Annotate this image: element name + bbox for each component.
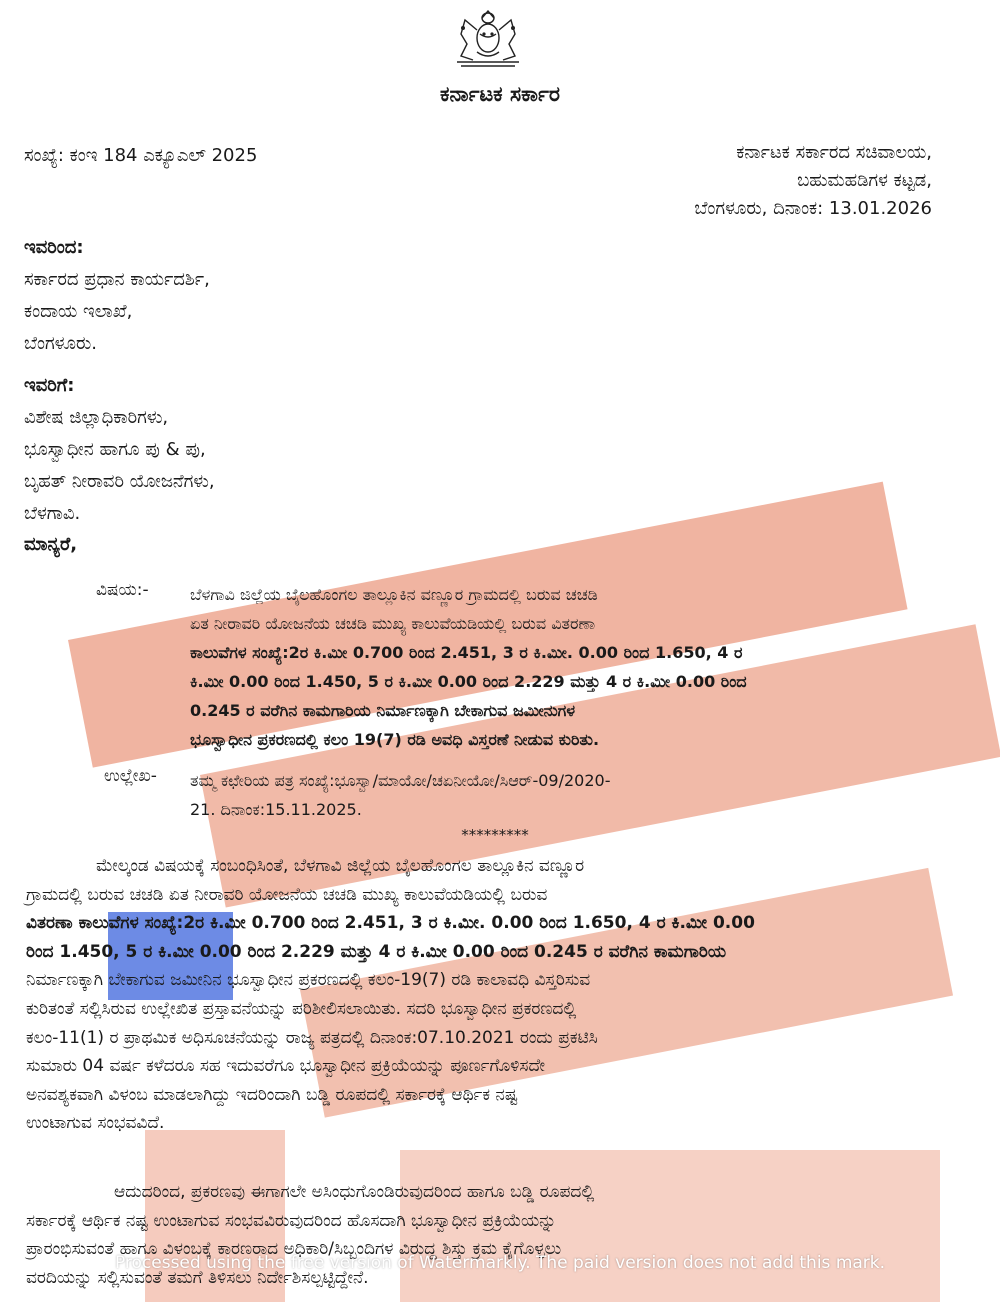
karnataka-state-emblem-icon bbox=[443, 10, 533, 68]
letter-number: ಸಂಖ್ಯೆ: ಕಂಇ 184 ಎಕ್ಯೂಎಲ್ 2025 bbox=[24, 145, 258, 166]
subject-line: ಕಿ.ಮೀ 0.00 ರಿಂದ 1.450, 5 ರ ಕಿ.ಮೀ 0.00 ರಿಂದ 2.229 ಮತ್ತು 4 ರ ಕಿ.ಮೀ 0.00 ರಿಂದ bbox=[190, 672, 747, 691]
subject-line: 0.245 ರ ವರೆಗಿನ ಕಾಮಗಾರಿಯ ನಿರ್ಮಾಣಕ್ಕಾಗಿ ಬೇಕಾಗುವ ಜಮೀನುಗಳ bbox=[190, 701, 576, 720]
from-line: ಸರ್ಕಾರದ ಪ್ರಧಾನ ಕಾರ್ಯದರ್ಶಿ, bbox=[24, 269, 210, 290]
reference-line: 21. ದಿನಾಂಕ:15.11.2025. bbox=[190, 800, 362, 819]
paragraph-line: ಆದುದರಿಂದ, ಪ್ರಕರಣವು ಈಗಾಗಲೇ ಅಸಿಂಧುಗೊಂಡಿರುವುದರಿಂದ ಹಾಗೂ ಬಡ್ಡಿ ರೂಪದಲ್ಲಿ bbox=[114, 1182, 595, 1202]
to-line: ಬೃಹತ್ ನೀರಾವರಿ ಯೋಜನೆಗಳು, bbox=[24, 471, 215, 492]
reference-line: ತಮ್ಮ ಕಛೇರಿಯ ಪತ್ರ ಸಂಖ್ಯೆ:ಭೂಸ್ವಾ/ಮಾಯೋ/ಚಏನೀಯೋ/ಸಿಆರ್-09/2020- bbox=[190, 771, 611, 790]
paragraph-line: ಉಂಟಾಗುವ ಸಂಭವವಿದೆ. bbox=[26, 1113, 165, 1134]
to-block bbox=[24, 372, 215, 528]
paragraph-line: ಸುಮಾರು 04 ವರ್ಷ ಕಳೆದರೂ ಸಹ ಇದುವರೆಗೂ ಭೂಸ್ವಾಧೀನ ಪ್ರಕ್ರಿಯೆಯನ್ನು ಪೂರ್ಣಗೊಳಿಸದೇ bbox=[26, 1056, 546, 1077]
reference-text bbox=[190, 766, 880, 824]
salutation: ಮಾನ್ಯರೆ, bbox=[24, 534, 78, 555]
paragraph-line: ನಿರ್ಮಾಣಕ್ಕಾಗಿ ಬೇಕಾಗುವ ಜಮೀನಿನ ಭೂಸ್ವಾಧೀನ ಪ್ರಕರಣದಲ್ಲಿ ಕಲಂ-19(7) ರಡಿ ಕಾಲಾವಧಿ ವಿಸ್ತರಿಸುವ bbox=[26, 970, 591, 991]
subject-label: ವಿಷಯ:- bbox=[96, 580, 149, 600]
from-block bbox=[24, 234, 210, 358]
subject-line: ಏತ ನೀರಾವರಿ ಯೋಜನೆಯ ಚಚಡಿ ಮುಖ್ಯ ಕಾಲುವೆಯಡಿಯಲ್ಲಿ ಬರುವ ವಿತರಣಾ bbox=[190, 614, 596, 633]
paragraph-line: ಕಲಂ-11(1) ರ ಪ್ರಾಥಮಿಕ ಅಧಿಸೂಚನೆಯನ್ನು ರಾಜ್ಯ ಪತ್ರದಲ್ಲಿ ದಿನಾಂಕ:07.10.2021 ರಂದು ಪ್ರಕಟಿಸಿ bbox=[26, 1027, 598, 1048]
subject-line: ಭೂಸ್ವಾಧೀನ ಪ್ರಕರಣದಲ್ಲಿ ಕಲಂ 19(7) ರಡಿ ಅವಧಿ ವಿಸ್ತರಣೆ ನೀಡುವ ಕುರಿತು. bbox=[190, 730, 600, 749]
paragraph-line: ಗ್ರಾಮದಲ್ಲಿ ಬರುವ ಚಚಡಿ ಏತ ನೀರಾವರಿ ಯೋಜನೆಯ ಚಚಡಿ ಮುಖ್ಯ ಕಾಲುವೆಯಡಿಯಲ್ಲಿ ಬರುವ bbox=[26, 884, 548, 905]
subject-line: ಬೆಳಗಾವಿ ಜಿಲ್ಲೆಯ ಬೈಲಹೊಂಗಲ ತಾಲ್ಲೂಕಿನ ವಣ್ಣೂರ ಗ್ರಾಮದಲ್ಲಿ ಬರುವ ಚಚಡಿ bbox=[190, 585, 598, 604]
to-line: ವಿಶೇಷ ಜಿಲ್ಲಾಧಿಕಾರಿಗಳು, bbox=[24, 407, 169, 428]
from-line: ಕಂದಾಯ ಇಲಾಖೆ, bbox=[24, 301, 133, 322]
government-title: ಕರ್ನಾಟಕ ಸರ್ಕಾರ bbox=[440, 82, 560, 106]
paragraph-line: ಕುರಿತಂತೆ ಸಲ್ಲಿಸಿರುವ ಉಲ್ಲೇಖಿತ ಪ್ರಸ್ತಾವನೆಯನ್ನು ಪರಿಶೀಲಿಸಲಾಯಿತು. ಸದರಿ ಭೂಸ್ವಾಧೀನ ಪ್ರಕರಣದಲ್ಲಿ bbox=[26, 998, 577, 1019]
paragraph-line: ಪ್ರಾರಂಭಿಸುವಂತೆ ಹಾಗೂ ವಿಳಂಬಕ್ಕೆ ಕಾರಣರಾದ ಅಧಿಕಾರಿ/ಸಿಬ್ಬಂದಿಗಳ ವಿರುದ್ಧ ಶಿಸ್ತು ಕ್ರಮ ಕೈಗೊಳ್ಳಲು bbox=[26, 1239, 562, 1260]
to-heading: ಇವರಿಗೆ: bbox=[24, 375, 75, 396]
watermark-text: Processed using the free version of Watermarkly. The paid version does not add this mark. bbox=[114, 1253, 886, 1273]
paragraph-line: ರಿಂದ 1.450, 5 ರ ಕಿ.ಮೀ 0.00 ರಿಂದ 2.229 ಮತ್ತು 4 ರ ಕಿ.ಮೀ 0.00 ರಿಂದ 0.245 ರ ವರೆಗಿನ ಕಾಮಗಾರಿಯ bbox=[26, 941, 727, 962]
subject-text bbox=[190, 580, 880, 754]
letter-date: ಬೆಂಗಳೂರು, ದಿನಾಂಕ: 13.01.2026 bbox=[694, 198, 932, 219]
reference-label: ಉಲ್ಲೇಖ- bbox=[104, 766, 157, 786]
to-line: ಭೂಸ್ವಾಧೀನ ಹಾಗೂ ಪು & ಪು, bbox=[24, 439, 206, 460]
paragraph-line: ಮೇಲ್ಕಂಡ ವಿಷಯಕ್ಕೆ ಸಂಬಂಧಿಸಿಂತೆ, ಬೆಳಗಾವಿ ಜಿಲ್ಲೆಯ ಬೈಲಹೊಂಗಲ ತಾಲ್ಲೂಕಿನ ವಣ್ಣೂರ bbox=[96, 856, 585, 876]
body-paragraph-2 bbox=[26, 1178, 942, 1292]
paragraph-line: ವಿತರಣಾ ಕಾಲುವೆಗಳ ಸಂಖ್ಯೆ:2ರ ಕಿ.ಮೀ 0.700 ರಿಂದ 2.451, 3 ರ ಕಿ.ಮೀ. 0.00 ರಿಂದ 1.650, 4 ರ ಕಿ.ಮೀ 0.00 bbox=[26, 913, 755, 934]
paragraph-line: ಅನವಶ್ಯಕವಾಗಿ ವಿಳಂಬ ಮಾಡಲಾಗಿದ್ದು ಇದರಿಂದಾಗಿ ಬಡ್ಡಿ ರೂಪದಲ್ಲಿ ಸರ್ಕಾರಕ್ಕೆ ಆರ್ಥಿಕ ನಷ್ಟ bbox=[26, 1084, 518, 1105]
from-line: ಬೆಂಗಳೂರು. bbox=[24, 333, 97, 354]
separator: ********* bbox=[461, 826, 529, 844]
address-line: ಬಹುಮಹಡಿಗಳ ಕಟ್ಟಡ, bbox=[797, 170, 932, 191]
paragraph-line: ಸರ್ಕಾರಕ್ಕೆ ಆರ್ಥಿಕ ನಷ್ಟ ಉಂಟಾಗುವ ಸಂಭವವಿರುವುದರಿಂದ ಹೊಸದಾಗಿ ಭೂಸ್ವಾಧೀನ ಪ್ರಕ್ರಿಯೆಯನ್ನು bbox=[26, 1210, 557, 1231]
sender-office-address bbox=[694, 139, 932, 223]
to-line: ಬೆಳಗಾವಿ. bbox=[24, 503, 81, 524]
subject-line: ಕಾಲುವೆಗಳ ಸಂಖ್ಯೆ:2ರ ಕಿ.ಮೀ 0.700 ರಿಂದ 2.451, 3 ರ ಕಿ.ಮೀ. 0.00 ರಿಂದ 1.650, 4 ರ bbox=[190, 643, 743, 662]
paragraph-line: ವರದಿಯನ್ನು ಸಲ್ಲಿಸುವಂತೆ ತಮಗೆ ತಿಳಿಸಲು ನಿರ್ದೇಶಿಸಲ್ಪಟ್ಟಿದ್ದೇನೆ. bbox=[26, 1267, 369, 1288]
from-heading: ಇವರಿಂದ: bbox=[24, 237, 84, 258]
body-paragraph-1 bbox=[26, 852, 942, 1138]
address-line: ಕರ್ನಾಟಕ ಸರ್ಕಾರದ ಸಚಿವಾಲಯ, bbox=[736, 142, 932, 163]
